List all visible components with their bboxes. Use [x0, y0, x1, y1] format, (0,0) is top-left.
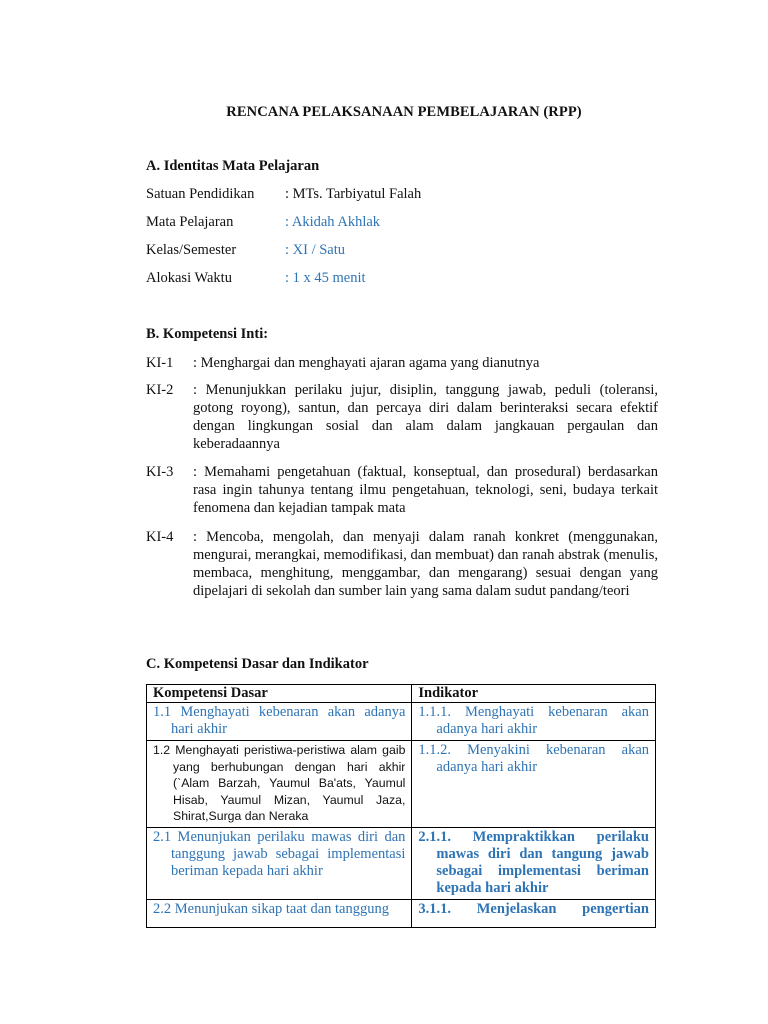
- column-header-kd: Kompetensi Dasar: [147, 685, 412, 703]
- table-row: [147, 703, 656, 741]
- indicator-text: 1.1.1. Menghayati kebenaran akan adanya hari akhir: [418, 704, 649, 737]
- indicator-text: 2.1.1. Mempraktikkan perilaku mawas diri dan tangung jawab sebagai implementasi beriman kepada hari akhir: [418, 828, 649, 896]
- kd-cell: [147, 827, 412, 899]
- identity-value: : Akidah Akhlak: [285, 214, 381, 230]
- ki-code: KI-3: [146, 464, 174, 480]
- identity-row-class: [146, 242, 345, 259]
- table-header-row: [147, 685, 656, 703]
- indicator-cell: [412, 703, 656, 741]
- ki-item: [146, 354, 658, 372]
- competency-table: [146, 684, 656, 928]
- indicator-cell: [412, 899, 656, 927]
- ki-item: [146, 463, 658, 517]
- ki-text: : Menunjukkan perilaku jujur, disiplin, tanggung jawab, peduli (toleransi, gotong royong), santun, dan percaya diri dalam berinteraksi secara efektif dengan lingkungan sosial dan alam dalam jangkauan pergaulan dan keberadaannya: [193, 382, 658, 452]
- table-row: [147, 741, 656, 828]
- ki-code: KI-2: [146, 382, 174, 398]
- kd-text: 2.1 Menunjukan perilaku mawas diri dan tanggung jawab sebagai implementasi beriman kepada hari akhir: [153, 828, 406, 879]
- kd-text: 1.2 Menghayati peristiwa-peristiwa alam gaib yang berhubungan dengan hari akhir (`Alam Barzah, Yaumul Ba'ats, Yaumul Hisab, Yaumul Mizan, Yaumul Jaza, Shirat,Surga dan Neraka: [153, 743, 406, 823]
- identity-label: Satuan Pendidikan: [146, 186, 255, 202]
- section-c-heading: C. Kompetensi Dasar dan Indikator: [146, 656, 369, 672]
- ki-text: : Mencoba, mengolah, dan menyaji dalam ranah konkret (menggunakan, mengurai, merangkai, memodifikasi, dan membuat) dan ranah abstrak (menulis, membaca, menghitung, menggambar, dan mengarang) sesuai dengan yang dipelajari di sekolah dan sumber lain yang sama dalam sudut pandang/teori: [193, 529, 658, 599]
- table-row: [147, 899, 656, 927]
- table-row: [147, 827, 656, 899]
- ki-text: : Memahami pengetahuan (faktual, konseptual, dan prosedural) berdasarkan rasa ingin tahunya tentang ilmu pengetahuan, teknologi, seni, budaya terkait fenomena dan kejadian tampak mata: [193, 464, 658, 516]
- column-header-indicator: Indikator: [412, 685, 656, 703]
- kd-cell: [147, 899, 412, 927]
- identity-value: : 1 x 45 menit: [285, 270, 366, 286]
- kd-text: 1.1 Menghayati kebenaran akan adanya hari akhir: [153, 704, 406, 737]
- identity-row-subject: [146, 214, 380, 231]
- identity-value: : XI / Satu: [285, 242, 346, 258]
- indicator-text: 3.1.1. Menjelaskan pengertian: [418, 900, 649, 917]
- ki-code: KI-4: [146, 529, 174, 545]
- identity-row-school: [146, 186, 421, 203]
- identity-label: Alokasi Waktu: [146, 270, 232, 286]
- ki-item: [146, 381, 658, 453]
- identity-value: : MTs. Tarbiyatul Falah: [285, 186, 422, 202]
- kd-cell: [147, 703, 412, 741]
- identity-row-time: [146, 270, 366, 287]
- indicator-cell: [412, 827, 656, 899]
- document-title: RENCANA PELAKSANAAN PEMBELAJARAN (RPP): [226, 104, 582, 120]
- ki-text: : Menghargai dan menghayati ajaran agama yang dianutnya: [193, 355, 540, 371]
- kd-text: 2.2 Menunjukan sikap taat dan tanggung: [153, 900, 389, 917]
- identity-label: Kelas/Semester: [146, 242, 237, 258]
- section-b-heading: B. Kompetensi Inti:: [146, 326, 269, 342]
- identity-label: Mata Pelajaran: [146, 214, 234, 230]
- ki-code: KI-1: [146, 355, 174, 371]
- indicator-text: 1.1.2. Menyakini kebenaran akan adanya hari akhir: [418, 742, 649, 775]
- ki-item: [146, 528, 658, 600]
- kd-cell: [147, 741, 412, 828]
- section-a-heading: A. Identitas Mata Pelajaran: [146, 158, 320, 174]
- indicator-cell: [412, 741, 656, 828]
